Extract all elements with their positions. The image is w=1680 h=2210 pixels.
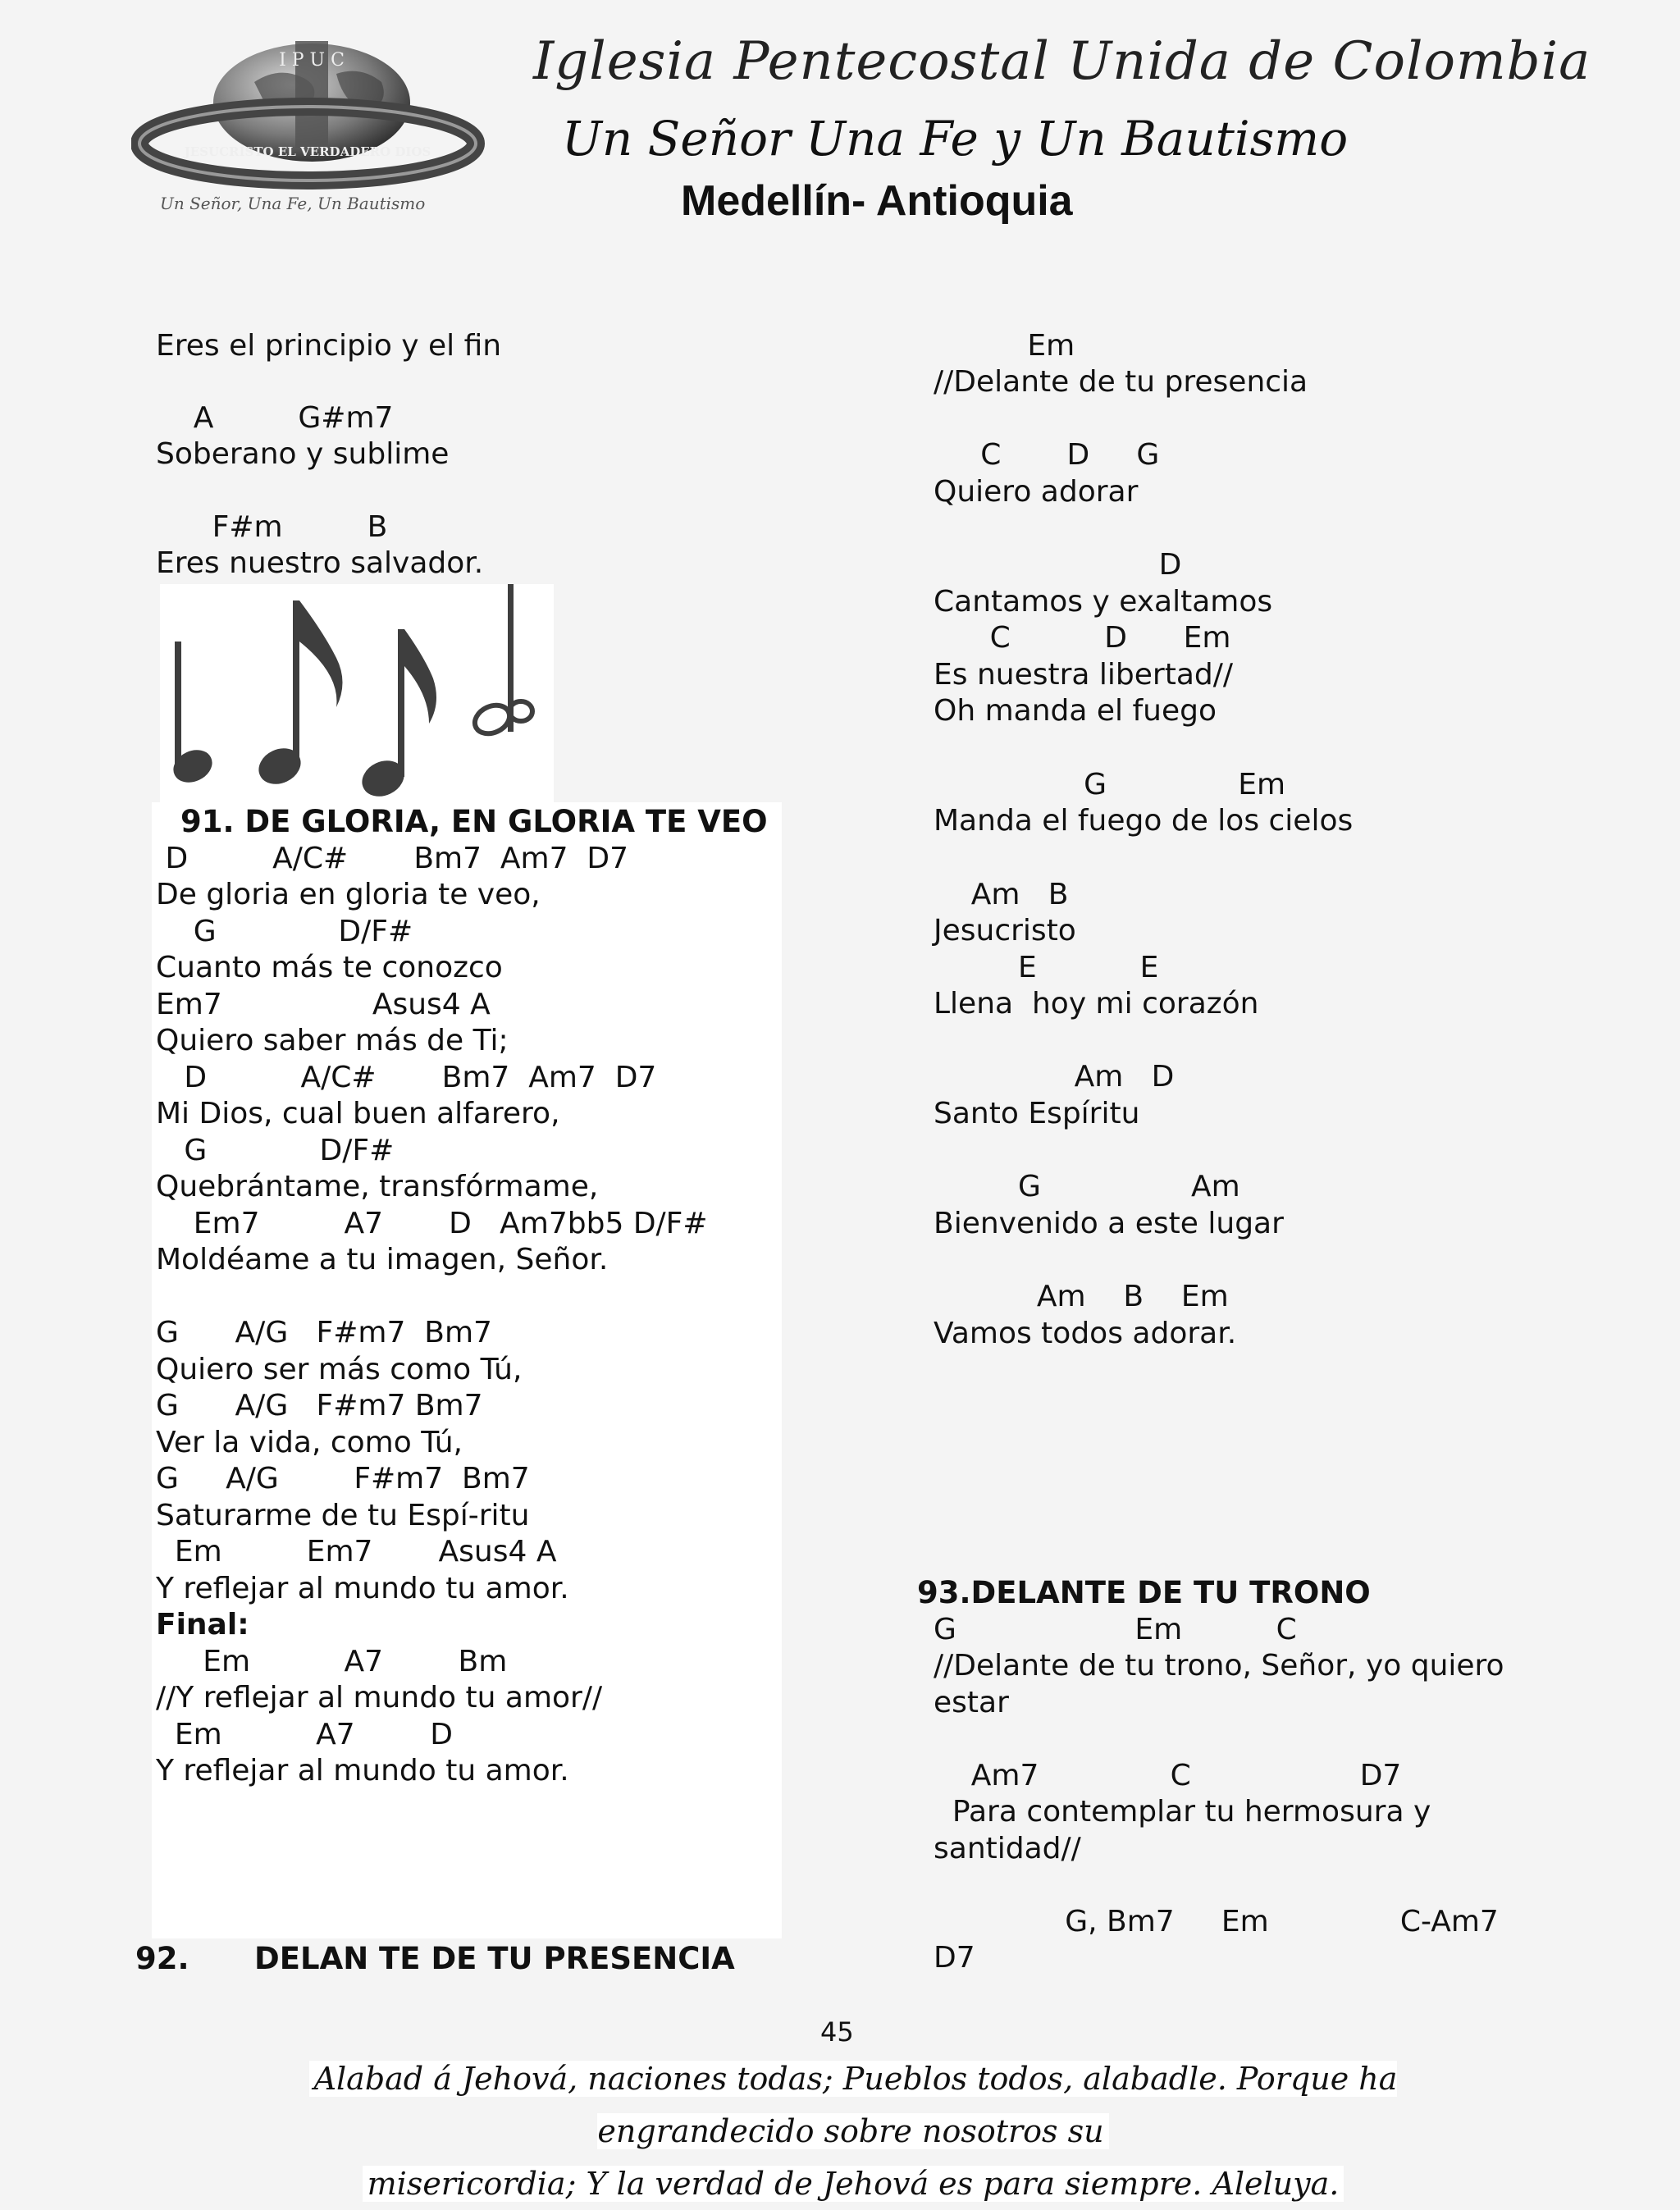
lyric-line: Mi Dios, cual buen alfarero, <box>156 1097 560 1130</box>
chord-line: G Em C <box>934 1613 1297 1646</box>
chord-line: G A/G F#m7 Bm7 <box>156 1316 492 1349</box>
song-91-title: 91. DE GLORIA, EN GLORIA TE VEO <box>180 804 768 839</box>
chord-line: G A/G F#m7 Bm7 <box>156 1462 530 1495</box>
final-label: Final: <box>156 1608 249 1642</box>
lyric-line: Eres nuestro salvador. <box>156 546 484 580</box>
chord-line: G D/F# <box>156 1134 395 1167</box>
footer-verse-line-1: Alabad á Jehová, naciones todas; Pueblos todos, alabadle. Porque ha engrandecido sobre nosotros su <box>309 2061 1398 2149</box>
logo-ring-text: JESUCRISTO EL VERDADERO DIOS <box>184 144 431 159</box>
chord-line: Em7 A7 D Am7bb5 D/F# <box>156 1207 708 1240</box>
lyric-line: Para contemplar tu hermosura y <box>934 1795 1431 1829</box>
song-92-title: DELAN TE DE TU PRESENCIA <box>254 1941 735 1976</box>
logo-letters: I P U C <box>279 50 345 71</box>
chord-line: C D G <box>934 438 1160 472</box>
lyric-line: //Delante de tu presencia <box>934 365 1308 399</box>
lyric-line: Quiero adorar <box>934 475 1139 509</box>
lyric-line: Oh manda el fuego <box>934 694 1217 728</box>
lyric-line: Ver la vida, como Tú, <box>156 1426 463 1459</box>
church-motto: Un Señor Una Fe y Un Bautismo <box>562 111 1349 167</box>
church-logo <box>131 33 492 221</box>
lyric-line: Y reflejar al mundo tu amor. <box>156 1572 569 1605</box>
chord-line: C D Em <box>934 621 1231 655</box>
chord-line: G D/F# <box>156 915 413 948</box>
chord-line: G Em <box>934 768 1286 801</box>
lyric-line: Manda el fuego de los cielos <box>934 804 1354 838</box>
chord-line: Em <box>934 329 1075 363</box>
lyric-line: Vamos todos adorar. <box>934 1317 1237 1350</box>
chord-line: Em A7 Bm <box>156 1645 508 1678</box>
lyric-line: Bienvenido a este lugar <box>934 1207 1284 1240</box>
lyric-line: Cuanto más te conozco <box>156 951 503 984</box>
lyric-line: Santo Espíritu <box>934 1097 1140 1130</box>
chord-line: D A/C# Bm7 Am7 D7 <box>156 842 628 875</box>
chord-line: D7 <box>934 1941 975 1975</box>
lyric-line: Quiero saber más de Ti; <box>156 1024 509 1057</box>
lyric-line: //Y reflejar al mundo tu amor// <box>156 1681 603 1715</box>
lyric-line: Soberano y sublime <box>156 437 450 471</box>
lyric-line: //Delante de tu trono, Señor, yo quiero <box>934 1649 1504 1683</box>
lyric-line: Jesucristo <box>934 914 1076 947</box>
chord-line: Em A7 D <box>156 1718 453 1751</box>
footer-verse-line-2: misericordia; Y la verdad de Jehová es para siempre. Aleluya. <box>363 2166 1344 2202</box>
chord-line: Am7 C D7 <box>934 1759 1402 1792</box>
music-notes-image <box>160 584 554 804</box>
lyric-line: De gloria en gloria te veo, <box>156 878 541 911</box>
chord-line: G, Bm7 Em C-Am7 <box>934 1905 1499 1938</box>
chord-line: F#m B <box>156 510 388 544</box>
lyric-line: Llena hoy mi corazón <box>934 987 1259 1021</box>
church-name: Iglesia Pentecostal Unida de Colombia <box>533 31 1591 92</box>
chord-line: G Am <box>934 1170 1240 1203</box>
lyric-line: Quiero ser más como Tú, <box>156 1353 523 1386</box>
chord-line: Am B <box>934 878 1069 911</box>
chord-line: Em7 Asus4 A <box>156 988 491 1021</box>
chord-line: A G#m7 <box>156 401 394 435</box>
lyric-line: estar <box>934 1686 1009 1719</box>
song-93-title: 93.DELANTE DE TU TRONO <box>917 1575 1371 1610</box>
page-number: 45 <box>820 2016 854 2048</box>
chord-line: Am D <box>934 1060 1175 1094</box>
chord-line: E E <box>934 951 1159 984</box>
intro-line: Eres el principio y el fin <box>156 329 502 363</box>
lyric-line: santidad// <box>934 1832 1081 1865</box>
lyric-line: Quebrántame, transfórmame, <box>156 1170 599 1203</box>
chord-line: D <box>934 548 1182 582</box>
church-city: Medellín- Antioquia <box>681 177 1073 225</box>
lyric-line: Es nuestra libertad// <box>934 658 1233 692</box>
lyric-line: Y reflejar al mundo tu amor. <box>156 1754 569 1788</box>
chord-line: D A/C# Bm7 Am7 D7 <box>156 1061 657 1094</box>
footer-verse <box>197 2052 1509 2210</box>
lyric-line: Cantamos y exaltamos <box>934 585 1273 619</box>
chord-line: G A/G F#m7 Bm7 <box>156 1389 483 1422</box>
song-92-number: 92. <box>135 1941 189 1976</box>
lyric-line: Saturarme de tu Espí-ritu <box>156 1499 530 1532</box>
logo-tagline: Un Señor, Una Fe, Un Bautismo <box>160 194 426 213</box>
chord-line: Am B Em <box>934 1280 1229 1313</box>
lyric-line: Moldéame a tu imagen, Señor. <box>156 1243 609 1276</box>
chord-line: Em Em7 Asus4 A <box>156 1535 557 1568</box>
